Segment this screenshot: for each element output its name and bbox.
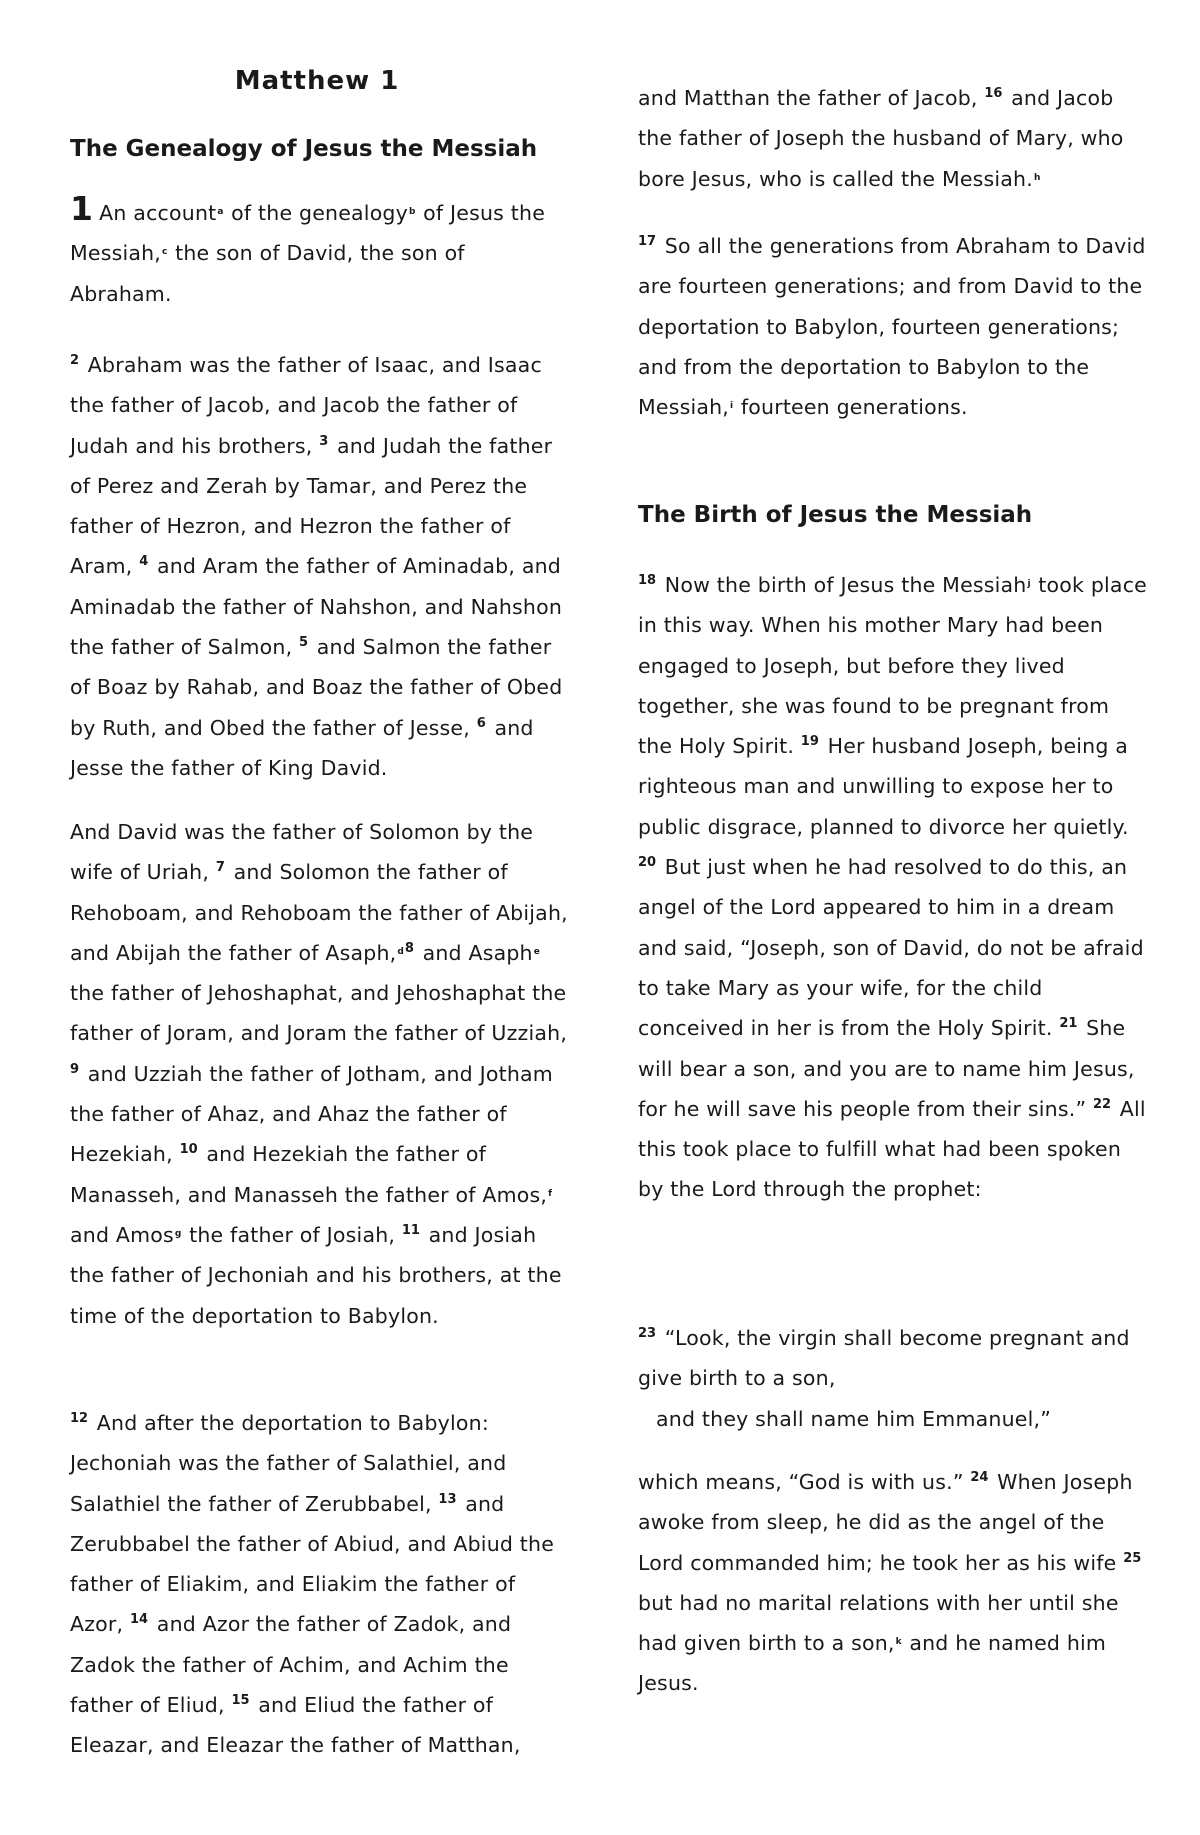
verse-number: 22 [1093,1096,1112,1112]
verse-number: 11 [401,1222,420,1238]
verse-number: 9 [70,1061,80,1077]
verse-number: 2 [70,353,80,368]
verse-number: 14 [130,1612,149,1628]
paragraph-verses-18-22: $^{18}$ Now the birth of Jesus the Messiahj took place in this way. When his mother Mary had been engaged to Joseph, but before they lived together, she was found to be pregnant from the Holy Spirit. $^{19}$ Her husband Joseph, being a righteous man and unwilling to expose her to public disgrace, planned to divorce her quietly. $^{20}$ But just when he had resolved to do this, an angel of the Lord appeared to him in a dream and said, “Joseph, son of David, do not be afraid to take Mary as your wife, for the child conceived in her is from the Holy Spirit. $^{21}$ She will bear a son, and you are to name him Jesus, for he will save his people from their sins.” $^{22}$ All this took place to fulfill what had been spoken by the Lord through the prophet: [638,565,1148,1210]
section-heading-birth: The Birth of Jesus the Messiah [638,502,1033,528]
verse-number: 17 [638,234,657,249]
chapter-title: Matthew 1 [234,66,400,96]
verse-number: 10 [179,1142,198,1158]
paragraph-verses-7-11: And David was the father of Solomon by the wife of Uriah, $^7$ and Solomon the father of Rehoboam, and Rehoboam the father of Abijah, and Abijah the father of $Asaph,d^8$ and Asaphe the father of Jehoshaphat, and Jehoshaphat the father of Joram, and Joram the father of Uzziah, $^9$ and Uzziah the father of Jotham, and Jotham the father of Ahaz, and Ahaz the father of Hezekiah, $^{10}$ and Hezekiah the father of Manasseh, and Manasseh the father of Amos,f and Amosg the father of Josiah, $^{11}$ and Josiah the father of Jechoniah and his brothers, at the time of the deportation to Babylon. [70,820,568,1328]
footnote-marker[interactable]: i [730,401,734,412]
poetry-verse-23 [638,1318,1148,1439]
verse-number: 12 [70,1411,89,1426]
verse-number: 25 [1123,1550,1142,1566]
footnote-marker[interactable]: b [408,207,416,217]
paragraph-verses-12-15: $^{12}$ And after the deportation to Babylon: Jechoniah was the father of Salathiel, and Salathiel the father of Zerubbabel, $^{13}$ and Zerubbabel the father of Abiud, and Abiud the father of Eliakim, and Eliakim the father of Azor, $^{14}$ and Azor the father of Zadok, and Zadok the father of Achim, and Achim the father of Eliud, $^{15}$ and Eliud the father of Eleazar, and Eleazar the father of Matthan, [70,1411,555,1758]
verse-number: 4 [139,554,149,570]
footnote-marker[interactable]: g [174,1228,182,1239]
footnote-marker[interactable]: e [533,946,540,957]
poetry-line: $^{23}$ “Look, the virgin shall become pregnant and give birth to a son, [638,1326,1130,1391]
verse-number: 23 [638,1326,657,1341]
verse-number: 5 [299,635,309,651]
footnote-marker[interactable]: h [1033,172,1041,183]
verse-number: 7 [215,860,225,876]
section-heading-genealogy: The Genealogy of Jesus the Messiah [70,136,538,162]
paragraph-verse-17: $^{17}$ So all the generations from Abraham to David are fourteen generations; and from David to the deportation to Babylon, fourteen generations; and from the deportation to Babylon to the Messiah,i fourteen generations. [638,226,1148,427]
verse-number: 24 [970,1470,989,1485]
verse-number: 21 [1059,1016,1078,1032]
verse-number: 6 [476,715,486,731]
footnote-marker[interactable]: c [162,247,168,258]
paragraph-verse-1: 1 An accounta of the genealogyb of Jesus the Messiah,c the son of David, the son of Abraham. [70,189,546,306]
footnote-marker[interactable]: d [397,946,404,957]
verse-number: 8 [404,940,414,956]
paragraph-verses-24-25: which means, “God is with us.” $^{24}$ When Joseph awoke from sleep, he did as the angel of the Lord commanded him; he took her as his wife $^{25}$ but had no marital relations with her until she had given birth to a son,k and he named him Jesus. [638,1470,1142,1696]
footnote-marker[interactable]: f [548,1188,553,1199]
footnote-marker[interactable]: k [895,1637,902,1648]
verse-number: 15 [231,1693,250,1709]
paragraph-verses-2-6: $^2$ Abraham was the father of Isaac, and Isaac the father of Jacob, and Jacob the father of Judah and his brothers, $^3$ and Judah the father of Perez and Zerah by Tamar, and Perez the father of Hezron, and Hezron the father of Aram, $^4$ and Aram the father of Aminadab, and Aminadab the father of Nahshon, and Nahshon the father of Salmon, $^5$ and Salmon the father of Boaz by Rahab, and Boaz the father of Obed by Ruth, and Obed the father of Jesse, $^6$ and Jesse the father of King David. [70,353,563,780]
verse-number: 13 [438,1491,457,1507]
verse-number: 3 [319,433,329,449]
verse-number: 18 [638,573,657,588]
verse-number: 20 [638,855,657,871]
verse-number: 16 [984,86,1003,101]
verse-number: 19 [800,734,819,750]
footnote-marker[interactable]: a [217,207,224,217]
poetry-line: and they shall name him Emmanuel,” [656,1406,1052,1431]
footnote-marker[interactable]: j [1027,579,1031,589]
paragraph-verse-16: and Matthan the father of Jacob, $^{16}$ and Jacob the father of Joseph the husband of Mary, who bore Jesus, who is called the Messiah.h [638,78,1148,199]
chapter-number: 1 [70,189,94,228]
